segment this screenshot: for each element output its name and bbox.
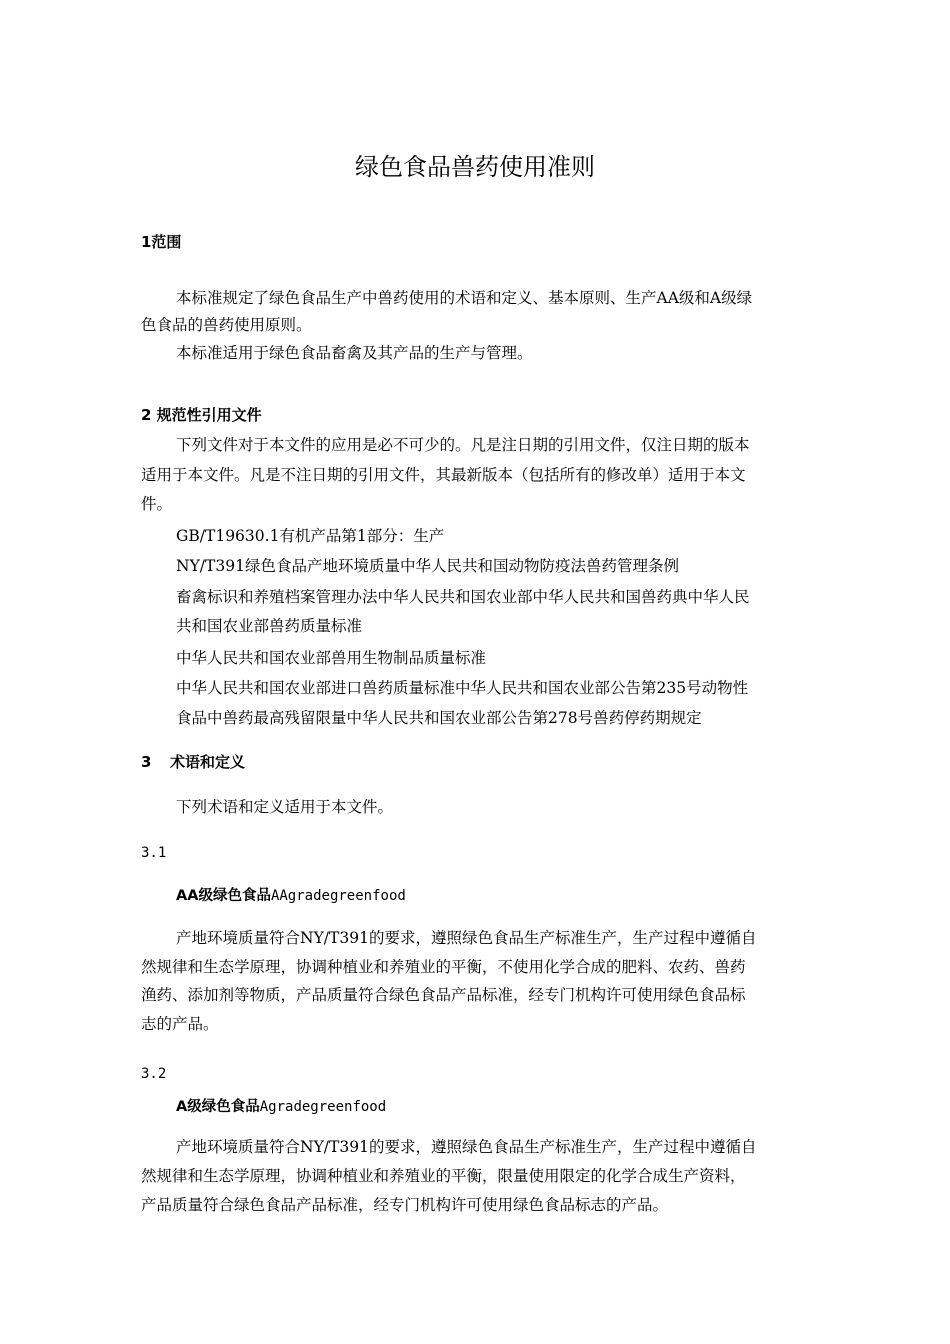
term-en: Agradegreenfood — [259, 1099, 387, 1115]
s2-paragraph-line: 下列文件对于本文件的应用是必不可少的。凡是注日期的引用文件，仅注日期的版本 — [176, 436, 750, 454]
reference-item: 畜禽标识和养殖档案管理办法中华人民共和国农业部中华人民共和国兽药典中华人民 — [176, 588, 750, 606]
clause-3-1-line: 志的产品。 — [141, 1015, 219, 1033]
section-1-heading: 1范围 — [141, 233, 182, 251]
clause-3-1-term — [176, 886, 406, 906]
section-2-heading: 2 规范性引用文件 — [141, 406, 262, 424]
section-3-number: 3 — [141, 753, 152, 771]
term-zh: A级绿色食品 — [176, 1099, 260, 1115]
reference-item: 食品中兽药最高残留限量中华人民共和国农业部公告第278号兽药停药期规定 — [176, 709, 702, 727]
clause-3-2-line: 然规律和生态学原理，协调种植业和养殖业的平衡，限量使用限定的化学合成生产资料， — [141, 1167, 746, 1185]
term-en: AAgradegreenfood — [270, 888, 406, 904]
document-title: 绿色食品兽药使用准则 — [355, 153, 595, 181]
reference-item: 共和国农业部兽药质量标准 — [176, 617, 363, 635]
clause-3-2-line: 产地环境质量符合NY/T391的要求，遵照绿色食品生产标准生产，生产过程中遵循自 — [176, 1138, 757, 1156]
clause-3-1-line: 产地环境质量符合NY/T391的要求，遵照绿色食品生产标准生产，生产过程中遵循自 — [176, 929, 757, 947]
clause-3-1-line: 然规律和生态学原理，协调种植业和养殖业的平衡，不使用化学合成的肥料、农药、兽药 — [141, 958, 746, 976]
s1-paragraph-line: 色食品的兽药使用原则。 — [141, 316, 312, 334]
section-3-heading: 术语和定义 — [170, 753, 246, 771]
clause-3-1-number: 3.1 — [141, 845, 167, 861]
reference-item: GB/T19630.1有机产品第1部分：生产 — [176, 527, 445, 545]
clause-3-2-number: 3.2 — [141, 1066, 167, 1082]
s1-paragraph-line: 本标准规定了绿色食品生产中兽药使用的术语和定义、基本原则、生产AA级和A级绿 — [176, 289, 753, 307]
s3-intro: 下列术语和定义适用于本文件。 — [176, 798, 394, 816]
s1-paragraph-line: 本标准适用于绿色食品畜禽及其产品的生产与管理。 — [176, 344, 533, 362]
reference-item: 中华人民共和国农业部兽用生物制品质量标准 — [176, 649, 487, 667]
reference-item: 中华人民共和国农业部进口兽药质量标准中华人民共和国农业部公告第235号动物性 — [176, 679, 749, 697]
clause-3-2-line: 产品质量符合绿色食品产品标准，经专门机构许可使用绿色食品标志的产品。 — [141, 1196, 669, 1214]
s2-paragraph-line: 件。 — [141, 495, 173, 513]
s2-paragraph-line: 适用于本文件。凡是不注日期的引用文件，其最新版本（包括所有的修改单）适用于本文 — [141, 466, 746, 484]
term-zh: AA级绿色食品 — [176, 888, 271, 904]
clause-3-1-line: 渔药、添加剂等物质，产品质量符合绿色食品产品标准，经专门机构许可使用绿色食品标 — [141, 986, 746, 1004]
reference-item: NY/T391绿色食品产地环境质量中华人民共和国动物防疫法兽药管理条例 — [176, 557, 679, 575]
clause-3-2-term — [176, 1097, 386, 1117]
